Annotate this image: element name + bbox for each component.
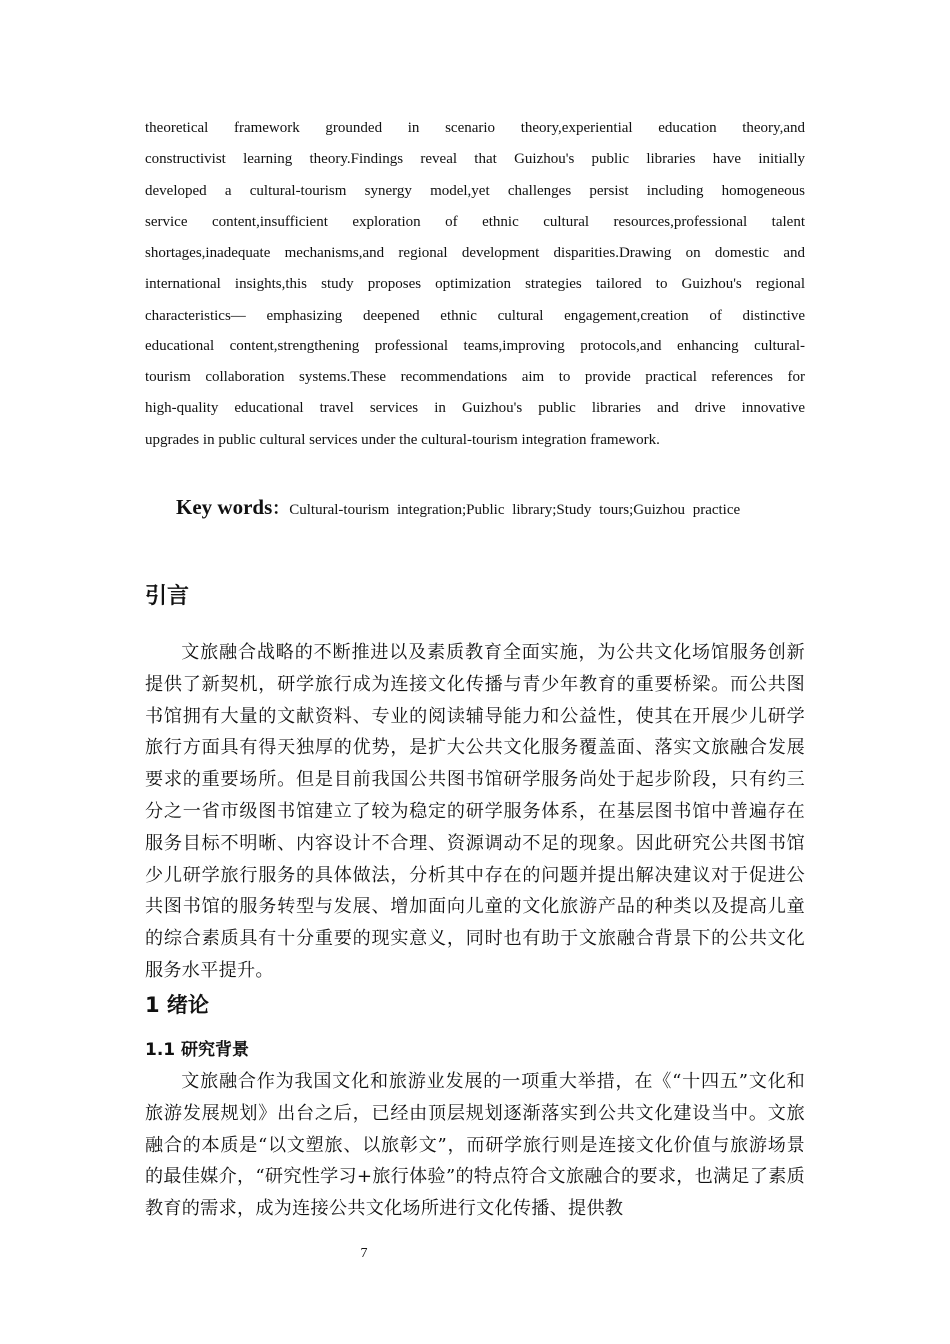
keywords-text: Cultural-tourism integration;Public library;Study tours;Guizhou practice bbox=[289, 502, 741, 518]
abstract-line: upgrades in public cultural services under the cultural-tourism integration framework. bbox=[145, 432, 660, 448]
abstract-line: characteristics— emphasizing deepened ethnic cultural engagement,creation of distinctive bbox=[145, 308, 805, 324]
keywords-label: Key words bbox=[176, 495, 273, 519]
intro-heading: 引言 bbox=[145, 584, 190, 609]
abstract-line: constructivist learning theory.Findings reveal that Guizhou's public libraries have initially bbox=[145, 151, 805, 167]
abstract-line: international insights,this study proposes optimization strategies tailored to Guizhou's regional bbox=[145, 276, 805, 292]
intro-paragraph: 文旅融合战略的不断推进以及素质教育全面实施，为公共文化场馆服务创新提供了新契机，研学旅行成为连接文化传播与青少年教育的重要桥梁。而公共图书馆拥有大量的文献资料、专业的阅读辅导能力和公益性，使其在开展少儿研学旅行方面具有得天独厚的优势，是扩大公共文化服务覆盖面、落实文旅融合发展要求的重要场所。但是目前我国公共图书馆研学服务尚处于起步阶段，只有约三分之一省市级图书馆建立了较为稳定的研学服务体系，在基层图书馆中普遍存在服务目标不明晰、内容设计不合理、资源调动不足的现象。因此研究公共图书馆少儿研学旅行服务的具体做法，分析其中存在的问题并提出解决建议对于促进公共图书馆的服务转型与发展、增加面向儿童的文化旅游产品的种类以及提高儿童的综合素质具有十分重要的现实意义，同时也有助于文旅融合背景下的公共文化服务水平提升。 bbox=[145, 642, 805, 981]
page-number: 7 bbox=[360, 1246, 368, 1261]
abstract-line: tourism collaboration systems.These recommendations aim to provide practical references for bbox=[145, 369, 805, 385]
keywords-colon: ： bbox=[272, 499, 290, 518]
chapter-heading: 1 绪论 bbox=[145, 993, 209, 1017]
section-paragraph: 文旅融合作为我国文化和旅游业发展的一项重大举措，在《“十四五”文化和旅游发展规划》出台之后，已经由顶层规划逐渐落实到公共文化建设当中。文旅融合的本质是“以文塑旅、以旅彰文”，而研学旅行则是连接文化价值与旅游场景的最佳媒介，“研究性学习+旅行体验”的特点符合文旅融合的要求，也满足了素质教育的需求，成为连接公共文化场所进行文化传播、提供教 bbox=[145, 1071, 805, 1220]
keywords bbox=[176, 494, 816, 520]
abstract-line: educational content,strengthening professional teams,improving protocols,and enhancing cultural- bbox=[145, 338, 805, 354]
section-heading: 1.1 研究背景 bbox=[145, 1040, 250, 1060]
abstract-line: shortages,inadequate mechanisms,and regional development disparities.Drawing on domestic and bbox=[145, 245, 805, 261]
abstract-line: developed a cultural-tourism synergy model,yet challenges persist including homogeneous bbox=[145, 183, 805, 199]
abstract-line: theoretical framework grounded in scenario theory,experiential education theory,and bbox=[145, 120, 805, 136]
abstract-line: high-quality educational travel services in Guizhou's public libraries and drive innovative bbox=[145, 400, 805, 416]
abstract-line: service content,insufficient exploration of ethnic cultural resources,professional talent bbox=[145, 214, 805, 230]
